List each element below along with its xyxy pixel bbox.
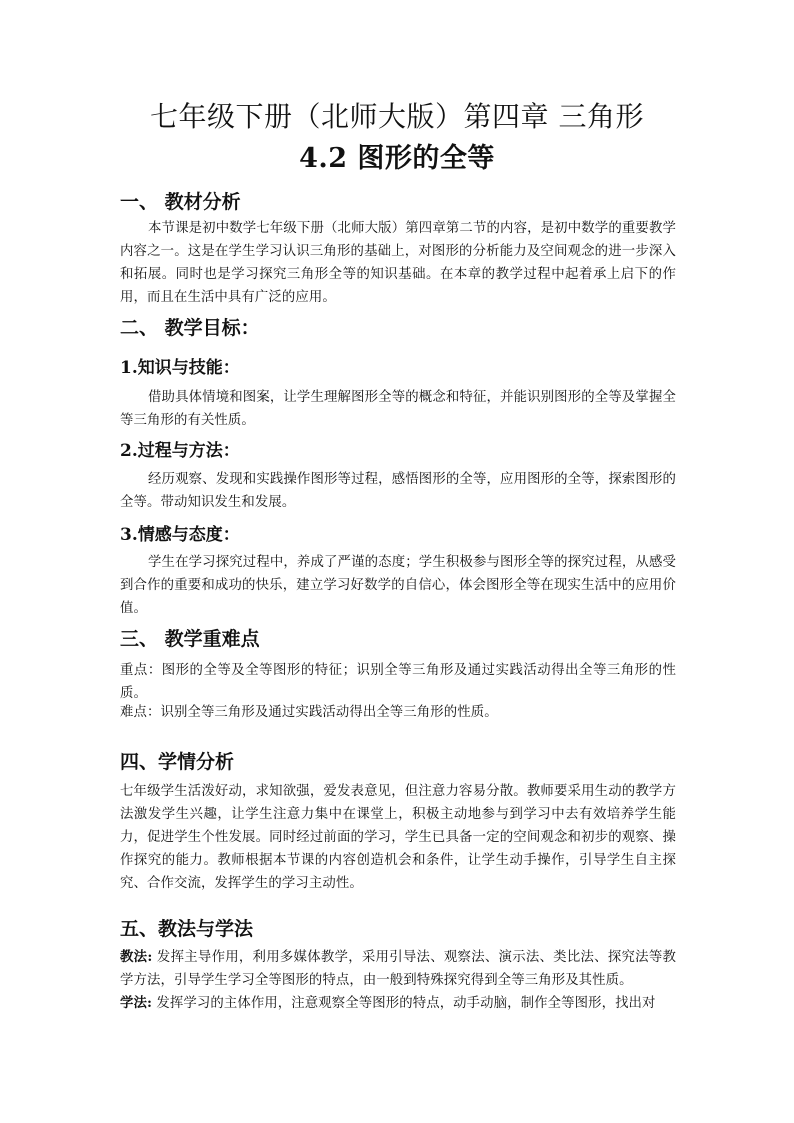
learning-method-label: 学法: — [120, 995, 153, 1011]
goal-heading-emotion-attitude: 3.情感与态度： — [120, 525, 240, 545]
section-heading-teaching-goals: 二、 教学目标： — [120, 317, 260, 339]
goal-knowledge-skills-paragraph: 借助具体情境和图案，让学生理解图形全等的概念和特征，并能识别图形的全等及掌握全等三角形的有关性质。 — [120, 390, 676, 428]
teaching-method-text: 发挥主导作用，利用多媒体教学，采用引导法、观察法、演示法、类比法、探究法等教学方法，引导学生学习全等图形的特点，由一般到特殊探究得到全等三角形及其性质。 — [120, 950, 676, 988]
key-point-paragraph: 重点：图形的全等及全等图形的特征；识别全等三角形及通过实践活动得出全等三角形的性质。 — [120, 663, 676, 701]
difficult-point-paragraph: 难点：识别全等三角形及通过实践活动得出全等三角形的性质。 — [120, 705, 498, 720]
textbook-analysis-paragraph: 本节课是初中数学七年级下册（北师大版）第四章第二节的内容，是初中数学的重要教学内容之一。这是在学生学习认识三角形的基础上，对图形的分析能力及空间观念的进一步深入和拓展。同时也是学习探究三角形全等的知识基础。在本章的教学过程中起着承上启下的作用，而且在生活中具有广泛的应用。 — [120, 221, 676, 305]
goal-process-method-paragraph: 经历观察、发现和实践操作图形等过程，感悟图形的全等，应用图形的全等，探索图形的全等。带动知识发生和发展。 — [120, 472, 676, 510]
section-heading-student-analysis: 四、学情分析 — [120, 751, 235, 773]
teaching-method-paragraph — [120, 946, 676, 992]
section-heading-key-difficult-points: 三、 教学重难点 — [120, 628, 260, 650]
goal-heading-process-method: 2.过程与方法： — [120, 441, 240, 461]
document-subtitle: 4.2 图形的全等 — [299, 143, 495, 174]
goal-heading-knowledge-skills: 1.知识与技能： — [120, 358, 240, 378]
student-analysis-paragraph: 七年级学生活泼好动，求知欲强，爱发表意见，但注意力容易分散。教师要采用生动的教学方法激发学生兴趣，让学生注意力集中在课堂上，积极主动地参与到学习中去有效培养学生能力，促进学生个性发展。同时经过前面的学习，学生已具备一定的空间观念和初步的观察、操作探究的能力。教师根据本节课的内容创造机会和条件，让学生动手操作，引导学生自主探究、合作交流，发挥学生的学习主动性。 — [120, 784, 676, 891]
section-heading-textbook-analysis: 一、 教材分析 — [120, 191, 241, 213]
teaching-method-label: 教法: — [120, 949, 153, 965]
goal-emotion-attitude-paragraph: 学生在学习探究过程中，养成了严谨的态度；学生积极参与图形全等的探究过程，从感受到合作的重要和成功的快乐，建立学习好数学的自信心，体会图形全等在现实生活中的应用价值。 — [120, 555, 676, 616]
learning-method-paragraph — [120, 992, 676, 1015]
document-title: 七年级下册（北师大版）第四章 三角形 — [150, 100, 644, 133]
learning-method-text: 发挥学习的主体作用，注意观察全等图形的特点，动手动脑，制作全等图形，找出对 — [152, 996, 656, 1011]
section-heading-teaching-learning-methods: 五、教法与学法 — [120, 918, 254, 940]
